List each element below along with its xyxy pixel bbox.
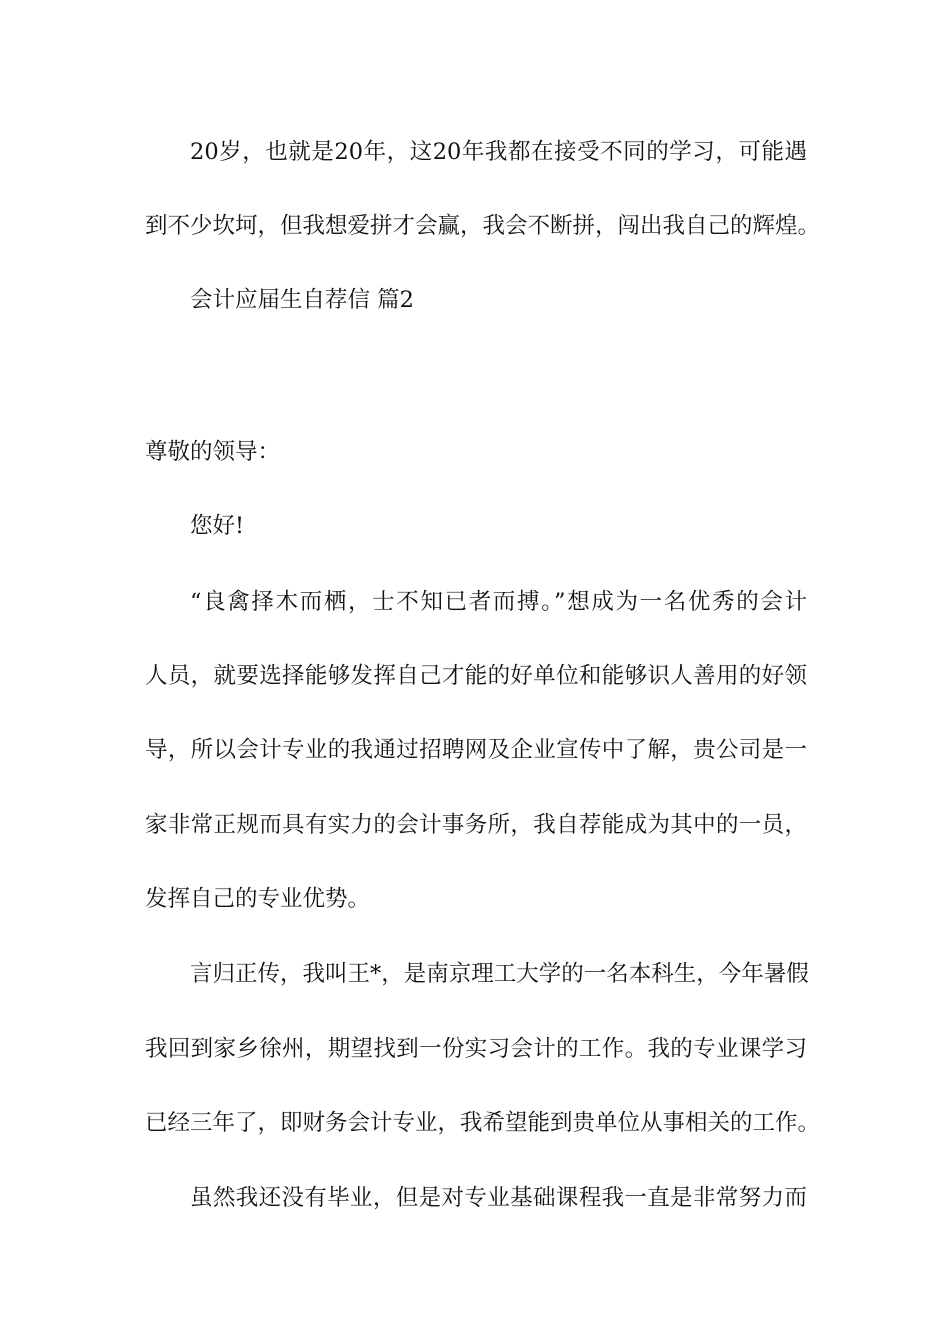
- paragraph-line: 言归正传，我叫王*，是南京理工大学的一名本科生，今年暑假: [190, 961, 809, 987]
- paragraph-line: 虽然我还没有毕业，但是对专业基础课程我一直是非常努力而: [190, 1185, 807, 1211]
- paragraph-line: 我回到家乡徐州，期望找到一份实习会计的工作。我的专业课学习: [145, 1036, 807, 1062]
- salutation: 尊敬的领导：: [145, 439, 281, 465]
- paragraph-line: 人员，就要选择能够发挥自己才能的好单位和能够识人善用的好领: [145, 663, 807, 689]
- paragraph-line: 家非常正规而具有实力的会计事务所，我自荐能成为其中的一员，: [145, 812, 807, 838]
- section-heading: 会计应届生自荐信 篇2: [190, 287, 414, 313]
- paragraph-line: 20岁，也就是20年，这20年我都在接受不同的学习，可能遇: [190, 139, 807, 165]
- paragraph-line: 已经三年了，即财务会计专业，我希望能到贵单位从事相关的工作。: [145, 1110, 821, 1136]
- paragraph-line: 发挥自己的专业优势。: [145, 886, 371, 912]
- paragraph-line: 到不少坎坷，但我想爱拼才会赢，我会不断拼，闯出我自己的辉煌。: [145, 213, 821, 239]
- paragraph-line: 导，所以会计专业的我通过招聘网及企业宣传中了解，贵公司是一: [145, 737, 807, 763]
- greeting: 您好!: [190, 513, 245, 539]
- paragraph-line: “良禽择木而栖，士不知已者而搏。”想成为一名优秀的会计: [190, 589, 807, 615]
